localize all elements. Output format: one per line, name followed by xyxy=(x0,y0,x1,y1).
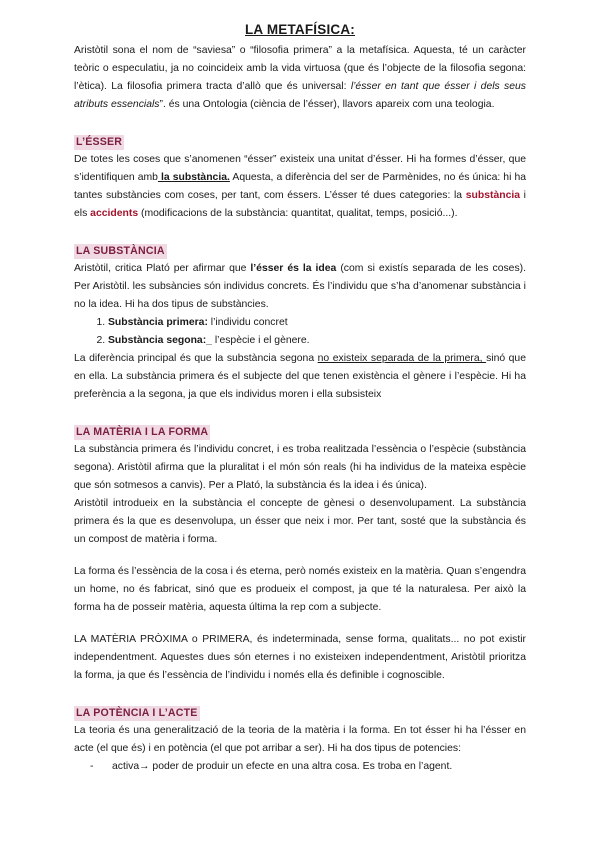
substancia-paragraph-2 xyxy=(74,350,526,404)
substancia-paragraph-1 xyxy=(74,260,526,314)
substancia-text: Aristòtil, critica Plató per afirmar que xyxy=(74,263,251,274)
substancia-list xyxy=(90,314,526,350)
esser-text-2: Aquesta, a diferència del ser de Parmènides, no és única: hi ha tantes substàncies com coses, per tant, com éssers. L’ésser té dues categories: la xyxy=(74,172,527,201)
list-item xyxy=(108,314,526,332)
list-item-text: activa→ poder de produir un efecte en una altra cosa. Es troba en l’agent. xyxy=(112,761,453,772)
intro-italic-text: l’ésser en tant que ésser i dels seus atributs essencials xyxy=(74,81,527,110)
esser-text-3: i els xyxy=(74,190,526,219)
heading-substancia: LA SUBSTÀNCIA xyxy=(76,245,165,257)
substancia-bold-text: l’ésser és la idea xyxy=(250,263,337,274)
list-item xyxy=(108,332,526,350)
intro-paragraph xyxy=(74,42,526,114)
potencia-paragraph: La teoria és una generalització de la teoria de la matèria i la forma. En tot ésser hi ha l’ésser en acte (el que és) i en potència (el que pot arribar a ser). Hi ha dos tipus de potencies: xyxy=(74,725,526,754)
substancia-text-2: (com si existís separada de les coses). Per Aristòtil. les subsàncies són individus concrets. És l’individu que s’ha d’anomenar substància i no la idea. Hi ha dos tipus de substàncies. xyxy=(74,263,526,310)
dash-bullet: - xyxy=(90,761,94,772)
intro-text-end: ”. és una Ontologia (ciència de l’ésser), llavors apareix com una teologia. xyxy=(159,99,495,110)
esser-substancia-link-text: la substància. xyxy=(157,172,230,183)
heading-materia-forma: LA MATÈRIA I LA FORMA xyxy=(76,426,209,438)
esser-paragraph xyxy=(74,151,526,223)
intro-text: Aristòtil sona el nom de “saviesa” o “filosofia primera” a la metafísica. Aquesta, té un caràcter teòric o especulatiu, ja no coincideix amb la vida virtuosa (que és l’objecte de la filosofia segona: l’ètica). La filosofia primera tracta d’allò que és universal: xyxy=(74,45,526,92)
materia-paragraph-1: La substància primera és l’individu concret, i es troba realitzada l’essència o l’espècie (substància segona). Aristòtil afirma que la pluralitat i el món són reals (hi ha individus de la mateixa espècie que són sotmesos a canvis). Per a Plató, la substància és la idea i és única). xyxy=(74,444,526,491)
potencia-list xyxy=(90,758,526,776)
materia-paragraph-4: LA MATÈRIA PRÒXIMA o PRIMERA, és indeterminada, sense forma, qualitats... no pot existir independentment. Aquestes dues són eternes i no existeixen independentment, Aristòtil prioritza la forma, ja que és l’essència de l’individu i només ella és definible i cognoscible. xyxy=(74,634,526,681)
substancia-p2-underlined: no existeix separada de la primera, xyxy=(317,353,487,364)
esser-accidents-red: accidents xyxy=(90,208,139,219)
substancia-p2-text-2: sinó que en ella. La substància primera és el subjecte del que tenen existència el gènere i l’espècie. Hi ha preferència a la segona, ja que els individus moren i ella subsisteix xyxy=(74,353,526,400)
list-item-label: Substància primera: xyxy=(108,317,208,328)
list-item xyxy=(90,758,526,776)
materia-paragraph-2: Aristòtil introdueix en la substància el concepte de gènesi o desenvolupament. La substància primera és la que es desenvolupa, un ésser que neix i mor. Per tant, sosté que la substància és un compost de matèria i forma. xyxy=(74,498,526,545)
document-title: LA METAFÍSICA: xyxy=(244,22,356,37)
list-item-text: l’individu concret xyxy=(207,317,288,328)
esser-substancia-red: substància xyxy=(465,190,521,201)
materia-paragraph-3: La forma és l’essència de la cosa i és eterna, però només existeix en la matèria. Quan s’engendra un home, no és fabricat, sinó que es produeix el compost, ja que té la naturalesa. Per això la forma ha de posseir matèria, aquesta última la rep com a subjecte. xyxy=(74,566,526,613)
heading-potencia-acte: LA POTÈNCIA I L’ACTE xyxy=(76,707,198,719)
esser-text-4: (modificacions de la substància: quantitat, qualitat, temps, posició...). xyxy=(138,208,458,219)
substancia-p2-text: La diferència principal és que la substància segona xyxy=(74,353,318,364)
esser-text: De totes les coses que s’anomenen “ésser” existeix una unitat d’ésser. Hi ha formes d’ésser, que s’identifiquen amb xyxy=(74,154,526,183)
list-item-label: Substància segona:_ xyxy=(108,335,212,346)
heading-esser: L’ÉSSER xyxy=(76,136,123,148)
list-item-text: l’espècie i el gènere. xyxy=(211,335,310,346)
